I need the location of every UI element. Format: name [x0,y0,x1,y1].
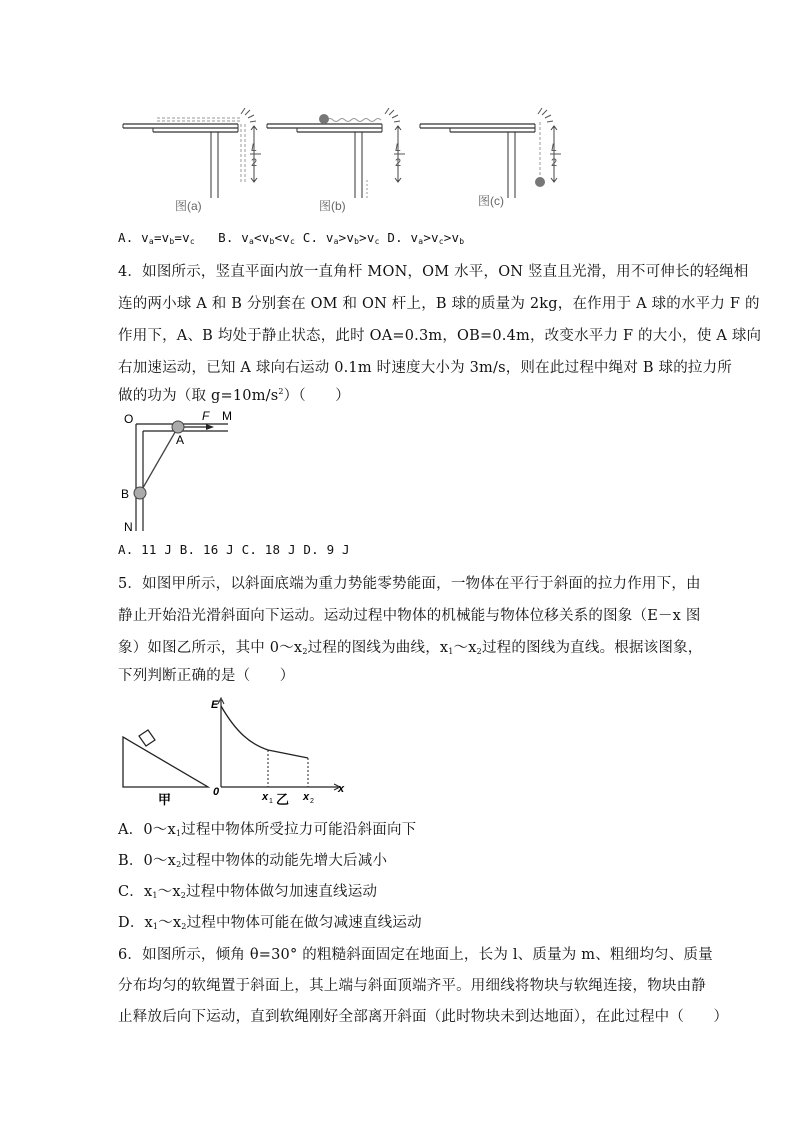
svg-text:B: B [121,487,130,501]
svg-text:x: x [338,783,345,795]
q4-line-4: 右加速运动，已知 A 球向右运动 0.1m 时速度大小为 3m/s，则在此过程中绳对 B 球的拉力所 [118,360,732,376]
q3-options: A. $v_a=v_b=v_c$ B. $v_a<v_b<v_c$ C. $v_a>v_b>v_c$ D. $v_a>v_c>v_b$ [118,230,465,246]
q5-line-2: 静止开始沿光滑斜面向下运动。运动过程中物体的机械能与物体位移关系的图象（E－x 图 [118,608,701,624]
caption-a: 图(a) [175,199,202,213]
q6-line-1: 6．如图所示，倾角 θ=30° 的粗糙斜面固定在地面上，长为 l、质量为 m、粗细均匀、质量 [118,947,713,963]
svg-text:0: 0 [213,786,220,798]
q5-line-3: 象）如图乙所示，其中 $0\sim x_2$过程的图线为曲线，$x_1\sim x_2$过程的图线为直线。根据该图象， [118,640,703,656]
svg-text:O: O [124,412,134,426]
svg-text:2: 2 [551,157,558,169]
ball-a [172,421,184,433]
q5-figure [118,692,358,807]
svg-text:1: 1 [269,798,273,805]
svg-text:N: N [124,520,133,534]
q5-option-b: B．$0\sim x_2$过程中物体的动能先增大后减小 [118,853,388,869]
q5-option-a: A．$0\sim x_1$过程中物体所受拉力可能沿斜面向下 [118,822,417,838]
q4-line-1: 4．如图所示，竖直平面内放一直角杆 MON，OM 水平，ON 竖直且光滑，用不可伸长的轻绳相 [118,264,749,280]
svg-text:A: A [176,433,185,447]
figure-b [267,108,405,213]
q5-line-4: 下列判断正确的是（ ） [118,668,295,684]
svg-text:2: 2 [251,157,258,169]
figure-a [123,108,261,213]
q6-line-3: 止释放后向下运动，直到软绳刚好全部离开斜面（此时物块未到达地面），在此过程中（ ） [118,1009,729,1025]
q4-line-2: 连的两小球 A 和 B 分别套在 OM 和 ON 杆上，B 球的质量为 2kg，在作用于 A 球的水平力 F 的 [118,296,760,312]
svg-text:x: x [262,791,269,803]
svg-text:x: x [303,791,310,803]
q4-line-3: 作用下，A、B 均处于静止状态，此时 OA=0.3m，OB=0.4m，改变水平力 F 的大小，使 A 球向 [118,328,762,344]
svg-text:L: L [395,142,402,154]
top-figure [115,100,585,220]
svg-text:乙: 乙 [276,792,290,807]
svg-text:2: 2 [310,798,314,805]
q5-line-1: 5．如图甲所示，以斜面底端为重力势能零势能面，一物体在平行于斜面的拉力作用下，由 [118,576,701,592]
svg-text:M: M [222,409,232,423]
svg-text:甲: 甲 [158,792,172,807]
ball-b [134,487,146,499]
figure-c [420,108,561,208]
svg-text:L: L [551,142,558,154]
caption-b: 图(b) [319,199,346,213]
svg-text:E: E [211,699,219,711]
svg-text:F: F [202,409,210,423]
q6-line-2: 分布均匀的软绳置于斜面上，其上端与斜面顶端齐平。用细线将物块与软绳连接，物块由静 [118,978,706,994]
svg-text:2: 2 [395,157,402,169]
q5-option-c: C．$x_1\sim x_2$过程中物体做匀加速直线运动 [118,884,378,900]
caption-c: 图(c) [478,194,504,208]
svg-text:L: L [251,142,258,154]
figure-yi [211,698,345,807]
q4-line-5: 做的功为（取 $g=10m/s^2$）（ ） [118,387,350,404]
q4-options: A. 11 J B. 16 J C. 18 J D. 9 J [118,542,350,557]
q4-figure [118,405,248,535]
q5-option-d: D．$x_1\sim x_2$过程中物体可能在做匀减速直线运动 [118,915,422,931]
figure-jia [123,730,208,807]
